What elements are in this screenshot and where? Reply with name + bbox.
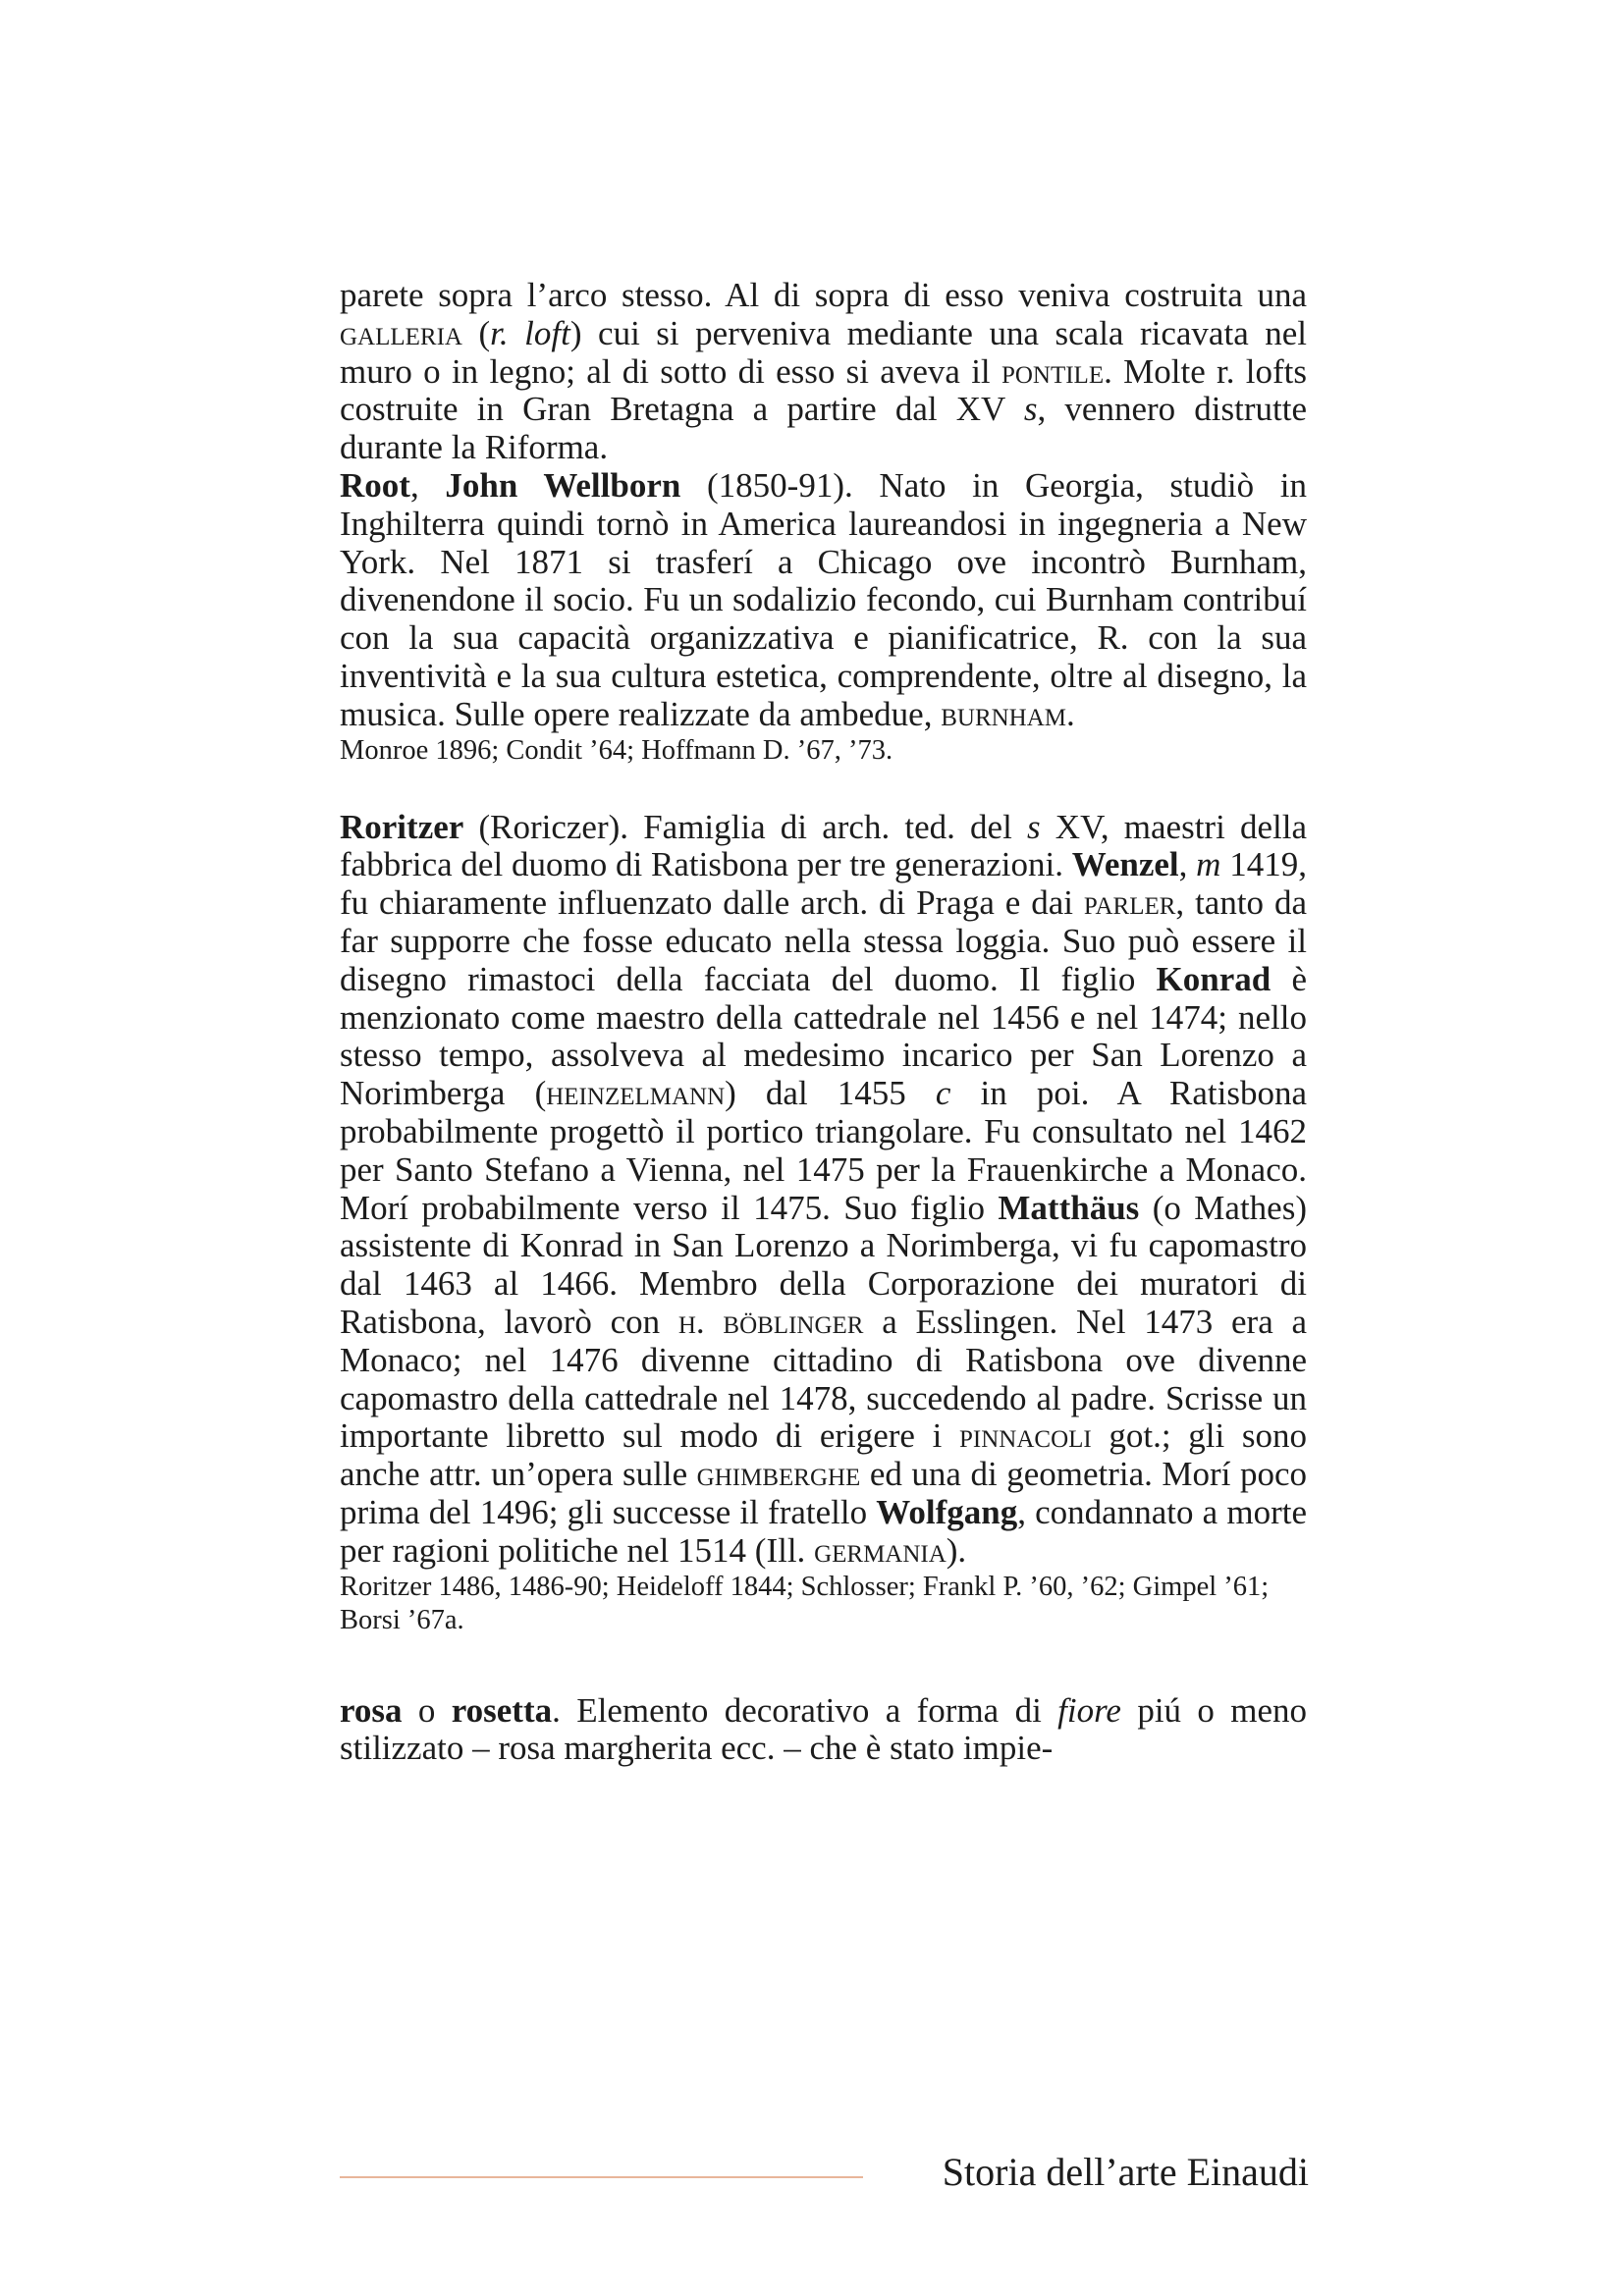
headword: Wolfgang [876, 1492, 1018, 1531]
entry-text-run: è menzionato come maestro della cattedrale nel 1456 e nel 1474; nello stesso tempo, assolveva al medesimo incarico per San Lorenzo a Norimberga ( [340, 959, 1307, 1113]
entry-text-run: . Molte r. lofts costruite in Gran Bretagna a partire dal XV [340, 351, 1307, 429]
entry-text-run: o [402, 1690, 452, 1730]
entry-text-run: XV, maestri della fabbrica del duomo di Ratisbona per tre generazioni. [340, 807, 1307, 884]
entry-text-run: ) dal 1455 [725, 1074, 936, 1113]
entry-root-john-wellborn [340, 467, 1307, 734]
entry-text-run: , vennero distrutte durante la Riforma. [340, 390, 1308, 467]
dictionary-text-column [340, 277, 1307, 1768]
entry-text-run: , condannato a morte per ragioni politiche nel 1514 (Ill. [340, 1492, 1307, 1570]
headword: Wenzel [1071, 845, 1179, 884]
headword: John Wellborn [445, 465, 681, 505]
entry-text-run: . Elemento decorativo a forma di [552, 1690, 1058, 1730]
headword: rosa [340, 1690, 403, 1730]
entry-text-run: , tanto da far supporre che fosse educato nella stessa loggia. Suo può essere il disegno rimastoci della facciata del duomo. Il figlio [340, 883, 1307, 998]
cross-reference: burnham [941, 694, 1067, 733]
italic-term: c [935, 1074, 951, 1113]
entry-text-run: parete sopra l’arco stesso. Al di sopra di esso veniva costruita una [340, 276, 1307, 314]
entry-text-run: ( [461, 313, 491, 352]
entry-text-run: , [409, 465, 446, 505]
headword: Root [340, 465, 410, 505]
entry-text-run: , [1178, 845, 1197, 884]
cross-reference: pinnacoli [959, 1416, 1092, 1456]
headword: rosetta [451, 1690, 553, 1730]
italic-term: s [1027, 807, 1041, 846]
entry-rood-loft-continuation [340, 277, 1307, 467]
entry-text-run: ) cui si perveniva mediante una scala ricavata nel muro o in legno; al di sotto di esso si aveva il [340, 313, 1307, 391]
footer-publication-title: Storia dell’arte Einaudi [942, 2150, 1309, 2194]
headword: Roritzer [340, 807, 464, 846]
entry-text-run: in poi. A Ratisbona probabilmente progettò il portico triangolare. Fu consultato nel 1462 per Santo Stefano a Vienna, nel 1475 per la Frauenkirche a Monaco. Morí probabilmente verso il 1475. Suo figlio [340, 1074, 1307, 1227]
bibliography-root: Monroe 1896; Condit ’64; Hoffmann D. ’67, ’73. [340, 734, 893, 766]
entry-rosa-rosetta [340, 1692, 1307, 1769]
entry-text-run: 1419, fu chiaramente influenzato dalle arch. di Praga e dai [340, 845, 1307, 923]
cross-reference: heinzelmann [546, 1074, 726, 1113]
cross-reference: h. böblinger [677, 1302, 864, 1341]
entry-text-run: piú o meno stilizzato – rosa margherita ecc. – che è stato impie- [340, 1690, 1308, 1768]
italic-term: s [1023, 390, 1038, 429]
entry-text-run: (o Mathes) assistente di Konrad in San Lorenzo a Norimberga, vi fu capomastro dal 1463 al 1466. Membro della Corporazione dei muratori di Ratisbona, lavorò con [340, 1188, 1307, 1341]
entry-text-run: ed una di geometria. Morí poco prima del 1496; gli successe il fratello [340, 1455, 1307, 1531]
footer-rule [340, 2176, 863, 2178]
italic-term: m [1196, 845, 1221, 884]
entry-roritzer [340, 809, 1307, 1571]
entry-text-run: . [1066, 694, 1075, 733]
cross-reference: ghimberghe [696, 1455, 861, 1494]
headword: Matthäus [998, 1188, 1140, 1227]
italic-term: r. loft [490, 313, 570, 352]
cross-reference: parler [1083, 883, 1176, 923]
entry-text-run: a Esslingen. Nel 1473 era a Monaco; nel 1476 divenne cittadino di Ratisbona ove divenne capomastro della cattedrale nel 1478, succedendo al padre. Scrisse un importante libretto sul modo di erigere i [340, 1302, 1308, 1456]
cross-reference: germania [814, 1530, 947, 1570]
bibliography-roritzer: Roritzer 1486, 1486-90; Heideloff 1844; Schlosser; Frankl P. ’60, ’62; Gimpel ’61; Borsi ’67a. [340, 1571, 1270, 1635]
cross-reference: pontile [1001, 351, 1105, 391]
entry-text-run: (1850-91). Nato in Georgia, studiò in Inghilterra quindi tornò in America laureandosi in ingegneria a New York. Nel 1871 si trasferí a Chicago ove incontrò Burnham, divenendone il socio. Fu un sodalizio fecondo, cui Burnham contribuí con la sua capacità organizzativa e pianificatrice, R. con la sua inventività e la sua cultura estetica, comprendente, oltre al disegno, la musica. Sulle opere realizzate da ambedue, [340, 465, 1307, 733]
headword: Konrad [1156, 959, 1271, 998]
italic-term: fiore [1057, 1690, 1121, 1730]
entry-text-run: (Roriczer). Famiglia di arch. ted. del [463, 807, 1027, 846]
cross-reference: galleria [340, 313, 462, 352]
entry-text-run: got.; gli sono anche attr. un’opera sulle [340, 1416, 1307, 1494]
entry-text-run: ). [946, 1530, 967, 1570]
